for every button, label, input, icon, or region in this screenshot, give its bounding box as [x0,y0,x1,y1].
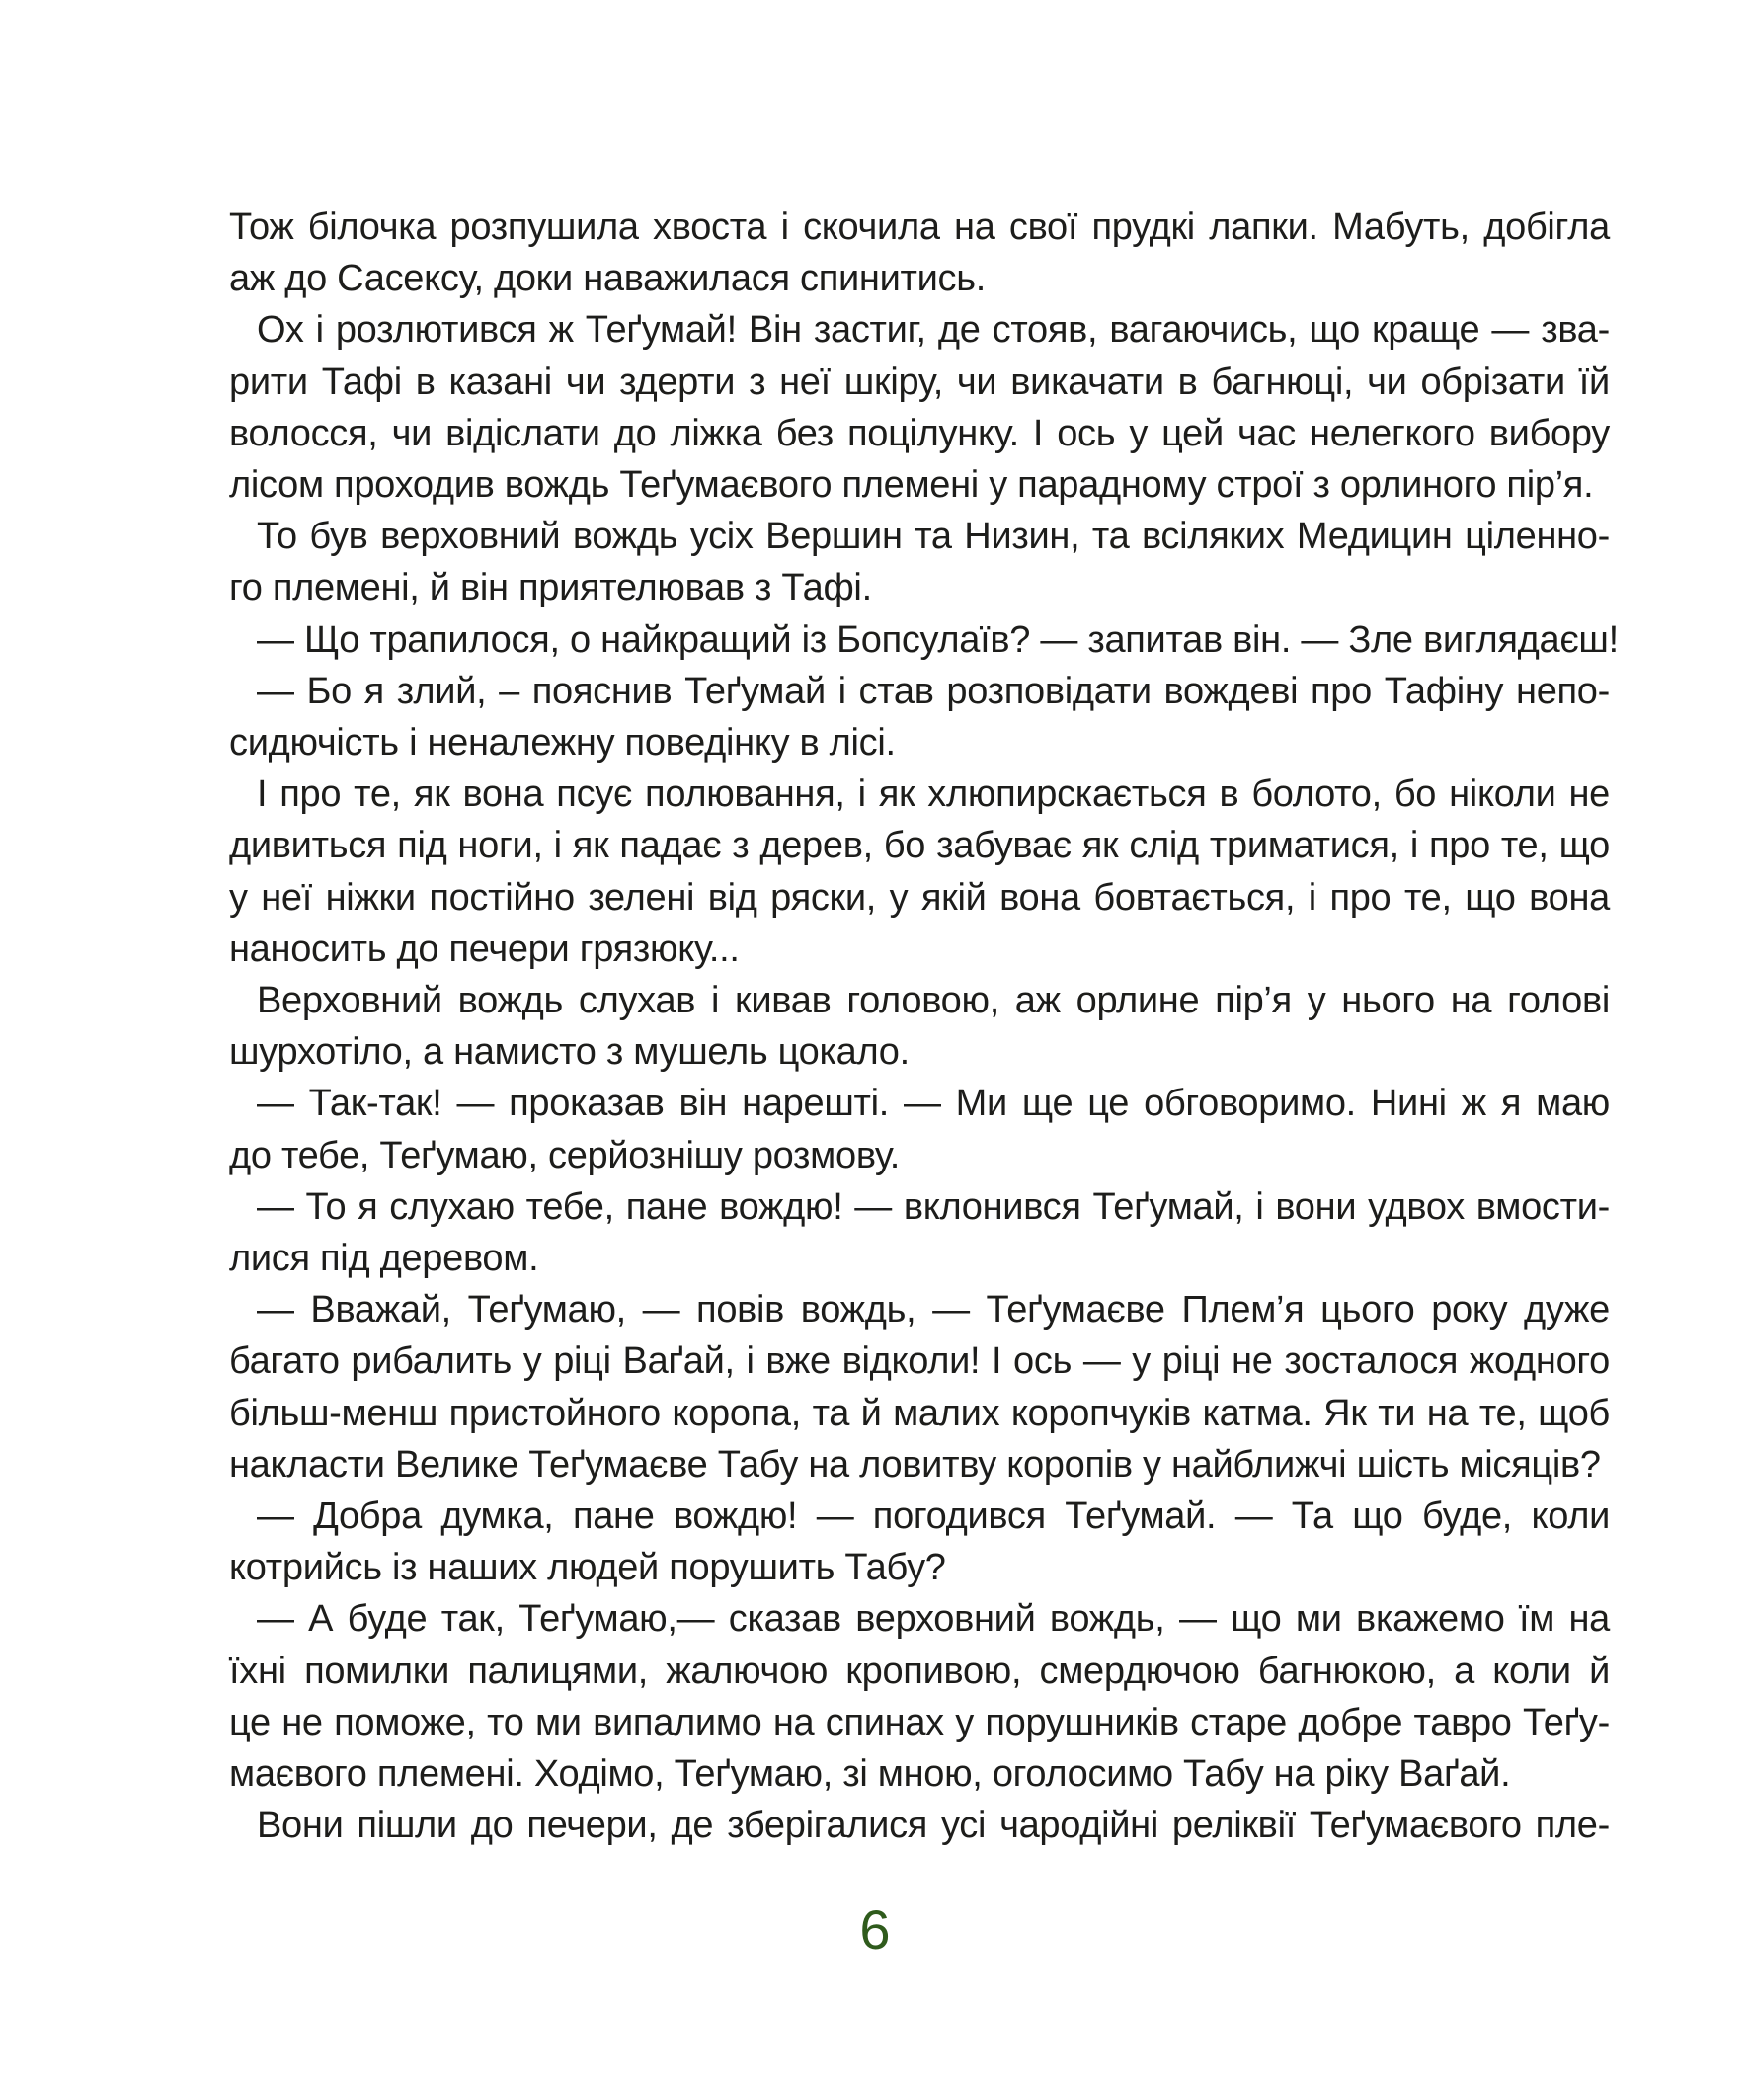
text-line: їхні помилки палицями, жалючою кропивою, смердючою багнюкою, а коли й [229,1650,1610,1692]
text-line: І про те, як вона псує полювання, і як хлюпирскається в болото, бо ніколи не [257,773,1610,816]
text-line: дивиться під ноги, і як падає з дерев, бо забуває як слід триматися, і про те, що [229,825,1610,867]
text-line: Верховний вождь слухав і кивав головою, аж орлине пір’я у нього на голові [257,980,1610,1021]
text-line: — То я слухаю тебе, пане вождю! — вклонився Теґумай, і вони удвох вмости- [257,1185,1610,1228]
text-line: волосся, чи відіслати до ліжка без поцілунку. І ось у цей час нелегкого вибору [229,412,1610,454]
text-line: багато рибалить у ріці Ваґай, і вже відколи! І ось — у ріці не зосталося жодного [229,1340,1610,1383]
text-line: — Вважай, Теґумаю, — повів вождь, — Теґумаєве Плем’я цього року дуже [257,1289,1610,1332]
text-line: — Що трапилося, о найкращий із Бопсулаїв? — запитав він. — Зле виглядаєш! [257,618,1619,661]
text-line: То був верховний вождь усіх Вершин та Низин, та всіляких Медицин ціленно- [257,516,1610,558]
text-line: наносить до печери грязюку... [229,928,740,970]
text-line: сидючість і неналежну поведінку в лісі. [229,722,896,764]
text-line: котрийсь із наших людей порушить Табу? [229,1547,946,1589]
text-line: — А буде так, Теґумаю,— сказав верховний вождь, — що ми вкажемо їм на [257,1598,1610,1641]
text-line: — Добра думка, пане вождю! — погодився Теґумай. — Та що буде, коли [257,1495,1610,1537]
text-line: Тож білочка розпушила хвоста і скочила на свої прудкі лапки. Мабуть, добігла [229,206,1610,248]
text-line: аж до Сасексу, доки наважилася спинитись. [229,258,986,300]
text-line: — Так-так! — проказав він нарешті. — Ми ще це обговоримо. Нині ж я маю [257,1083,1610,1125]
text-line: це не поможе, то ми випалимо на спинах у порушників старе добре тавро Теґу- [229,1701,1610,1743]
text-line: лися під деревом. [229,1238,539,1279]
text-line: до тебе, Теґумаю, серйознішу розмову. [229,1134,901,1176]
text-line: Ох і розлютився ж Теґумай! Він застиг, де стояв, вагаючись, що краще — зва- [257,309,1610,352]
text-line: го племені, й він приятелював з Тафі. [229,567,872,609]
text-line: маєвого племені. Ходімо, Теґумаю, зі мною, оголосимо Табу на ріку Ваґай. [229,1753,1511,1795]
text-line: у неї ніжки постійно зелені від ряски, у якій вона бовтається, і про те, що вона [229,876,1610,919]
text-line: шурхотіло, а намисто з мушель цокало. [229,1031,910,1074]
text-line: накласти Велике Теґумаєве Табу на ловитву коропів у найближчі шість місяців? [229,1443,1601,1486]
text-line: — Бо я злий, – пояснив Теґумай і став розповідати вождеві про Тафіну непо- [257,670,1610,712]
page-number: 6 [859,1898,891,1961]
text-line: більш-менш пристойного коропа, та й малих коропчуків катма. Як ти на те, щоб [229,1392,1610,1434]
text-line: лісом проходив вождь Теґумаєвого племені у парадному строї з орлиного пір’я. [229,464,1594,506]
text-line: рити Тафі в казані чи здерти з неї шкіру, чи викачати в багнюці, чи обрізати їй [229,361,1610,403]
text-line: Вони пішли до печери, де зберігалися усі чародійні реліквії Теґумаєвого пле- [257,1805,1610,1847]
